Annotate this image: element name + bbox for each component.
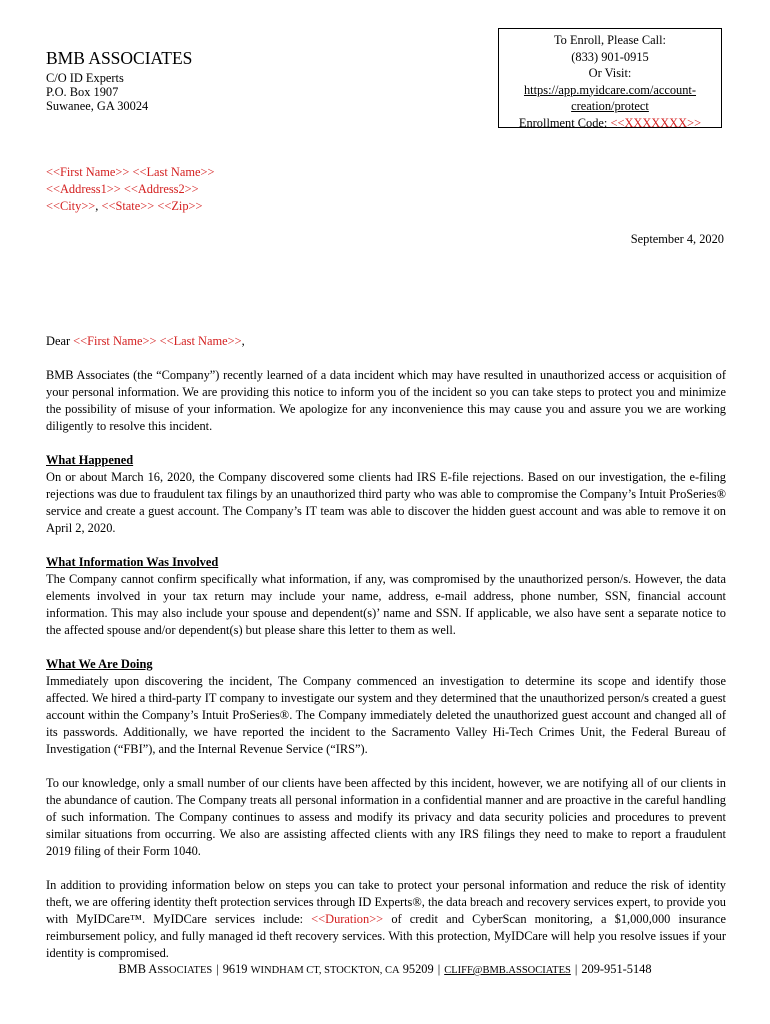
footer-separator-1: |: [216, 962, 219, 976]
recipient-city: <<City>>: [46, 199, 96, 213]
what-we-are-doing-text: Immediately upon discovering the incident, The Company commenced an investigation to determine its scope and identify those affected. We hired a third-party IT company to investigate our system and they determined that the unauthorized person/s created a guest account within the Company’s Intuit ProSeries®. The Company immediately deleted the unauthorized guest account and changed all of its passwords. Additionally, we have reported the incident to the Sacramento Valley Hi-Tech Crimes Unit, the Federal Bureau of Investigation (“FBI”), and the Internal Revenue Service (“IRS”).: [46, 674, 726, 756]
footer-company-rest: SSOCIATES: [157, 965, 213, 976]
sender-address-block: [46, 47, 346, 113]
footer-separator-3: |: [574, 962, 578, 976]
enroll-url-line-1[interactable]: https://app.myidcare.com/account-: [523, 82, 697, 97]
footer-company-first: BMB A: [118, 962, 158, 976]
what-we-are-doing-heading: What We Are Doing: [46, 657, 153, 671]
footer-address-rest: WINDHAM CT, STOCKTON, CA: [250, 965, 400, 976]
enroll-visit-label: Or Visit:: [588, 66, 632, 80]
recipient-last-name: <<Last Name>>: [132, 165, 215, 179]
recipient-state: <<State>>: [101, 199, 155, 213]
footer-email-link[interactable]: CLIFF@BMB.ASSOCIATES: [444, 965, 571, 976]
what-information-heading: What Information Was Involved: [46, 555, 219, 569]
salutation: [46, 333, 726, 350]
sender-name: BMB ASSOCIATES: [46, 48, 193, 68]
services-text-after: of credit and CyberScan monitoring, a $1,000,000 insurance reimbursement policy, and fully managed id theft recovery services. With this protection, MyIDCare will help you resolve issues if your identity is compromised.: [46, 912, 727, 960]
recipient-city-line: <<City>>, <<State>> <<Zip>>: [46, 199, 203, 213]
recipient-name-line: [46, 164, 446, 181]
section-what-we-are-doing: [46, 656, 726, 758]
enrollment-code-line: [499, 115, 721, 132]
services-text-before: In addition to providing information below on steps you can take to protect your personal information and reduce the risk of identity theft, we are offering identity theft protection services through ID Experts®, the data breach and recovery services expert, to provide you with MyIDCare™. MyIDCare services include:: [46, 878, 726, 926]
sender-line-1: C/O ID Experts: [46, 71, 124, 85]
recipient-address-block: [46, 164, 446, 215]
footer-zip: 95209: [399, 962, 434, 976]
what-information-text: The Company cannot confirm specifically what information, if any, was compromised by the unauthorized person/s. However, the data elements involved in your tax return may include your name, address, e-mail address, phone number, SSN, financial account information. This may also include your spouse and dependent(s)’ name and SSN. If applicable, we also have sent a separate notice to the affected spouse and/or dependent(s) but please share this letter to them as well.: [46, 572, 726, 637]
sender-line-3: Suwanee, GA 30024: [46, 99, 149, 113]
enrollment-box: [498, 28, 722, 128]
enrollment-code-label: Enrollment Code:: [518, 115, 611, 130]
services-duration: <<Duration>>: [311, 912, 384, 926]
footer-company: [118, 962, 212, 976]
section-what-information: [46, 554, 726, 639]
enroll-url-line-2[interactable]: creation/protect: [571, 99, 649, 113]
enroll-phone: (833) 901-0915: [571, 49, 649, 64]
letter-date: September 4, 2020: [630, 232, 724, 246]
enrollment-code-value: <<XXXXXXX>>: [610, 115, 702, 130]
recipient-address2: <<Address2>>: [123, 182, 199, 196]
salutation-first-name: <<First Name>>: [73, 334, 157, 348]
footer-address-number: 9619: [222, 962, 251, 976]
what-happened-heading: What Happened: [46, 453, 134, 467]
recipient-first-name: <<First Name>>: [46, 165, 130, 179]
what-happened-text: On or about March 16, 2020, the Company discovered some clients had IRS E-file rejections. Based on our investigation, the e-filing rejections was due to fraudulent tax filings by an unauthorized third party who was able to compromise the Company’s Intuit ProSeries® service and create a guest account. The Company’s IT team was able to discover the hidden guest account and was able to remove it on April 2, 2020.: [46, 470, 726, 535]
salutation-prefix: Dear: [46, 334, 74, 348]
services-paragraph: [46, 877, 726, 962]
recipient-address1: <<Address1>>: [46, 182, 121, 196]
sender-line-2: P.O. Box 1907: [46, 85, 119, 99]
enroll-call-label: To Enroll, Please Call:: [553, 33, 666, 47]
letter-body: [46, 333, 726, 979]
knowledge-paragraph: To our knowledge, only a small number of our clients have been affected by this incident, however, we are notifying all of our clients in the abundance of caution. The Company treats all personal information in a confidential manner and are proactive in the careful handling of such information. The Company continues to assess and modify its privacy and data security policies and procedures to prevent similar situations from occurring. We also are assisting affected clients with any IRS filings they need to make to report a fraudulent 2019 filing of their Form 1040.: [46, 776, 726, 858]
intro-paragraph: BMB Associates (the “Company”) recently learned of a data incident which may have resulted in unauthorized access or acquisition of your personal information. We are providing this notice to inform you of the incident so you can take steps to protect you and minimize the possibility of misuse of your information. We apologize for any inconvenience this may cause you and assure you we are working diligently to resolve this incident.: [46, 368, 726, 433]
footer-phone: 209-951-5148: [581, 962, 652, 976]
footer-address: [223, 962, 434, 976]
salutation-last-name: <<Last Name>>: [159, 334, 242, 348]
footer-separator-2: |: [437, 962, 441, 976]
recipient-zip: <<Zip>>: [157, 199, 203, 213]
recipient-address-line: [46, 181, 446, 198]
letterhead-footer: [0, 961, 770, 979]
salutation-suffix: ,: [241, 334, 245, 348]
section-what-happened: [46, 452, 726, 537]
